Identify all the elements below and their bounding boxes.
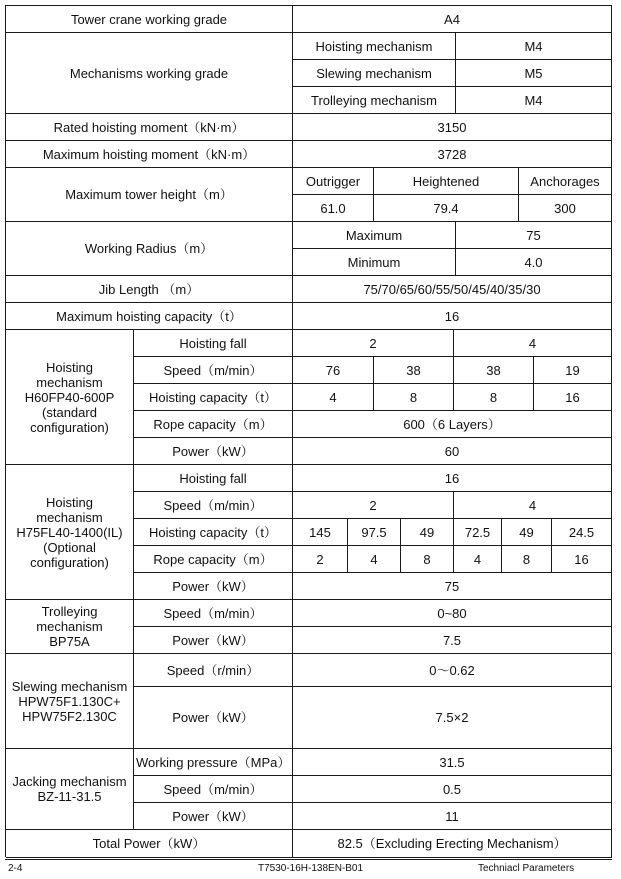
max-moment-value: 3728 [293, 141, 612, 168]
working-grade-label: Tower crane working grade [6, 6, 293, 33]
technical-parameters-table [5, 5, 612, 857]
total-power-label: Total Power（kW） [6, 830, 293, 858]
tower-height-header-outrigger: Outrigger [293, 168, 374, 195]
trolley-power-value: 7.5 [293, 627, 612, 654]
working-grade-value: A4 [293, 6, 612, 33]
hoist-opt-rope-4: 4 [454, 546, 502, 573]
tower-height-heightened: 79.4 [374, 195, 519, 222]
page-number: 2-4 [8, 863, 23, 874]
jack-speed-value: 0.5 [293, 776, 612, 803]
hoist-opt-cap-5: 49 [502, 519, 552, 546]
jib-length-value: 75/70/65/60/55/50/45/40/35/30 [293, 276, 612, 303]
trolleying-grade-value: M4 [456, 87, 612, 114]
hoist-opt-cap-6: 24.5 [552, 519, 612, 546]
radius-max-label: Maximum [293, 222, 456, 249]
jack-speed-label: Speed（m/min） [134, 776, 293, 803]
radius-min-value: 4.0 [456, 249, 612, 276]
jack-power-value: 11 [293, 803, 612, 830]
hoisting-grade-value: M4 [456, 33, 612, 60]
hoist-opt-cap-4: 72.5 [454, 519, 502, 546]
hoist-std-fall-label: Hoisting fall [134, 330, 293, 357]
rated-moment-value: 3150 [293, 114, 612, 141]
trolley-speed-label: Speed（m/min） [134, 600, 293, 627]
hoist-std-label: Hoisting mechanism H60FP40-600P (standard configuration) [6, 330, 134, 465]
jack-pressure-value: 31.5 [293, 749, 612, 776]
slew-power-label: Power（kW） [134, 687, 293, 749]
jib-length-label: Jib Length （m） [6, 276, 293, 303]
hoist-std-rope-value: 600（6 Layers） [293, 411, 612, 438]
slew-power-value: 7.5×2 [293, 687, 612, 749]
slewing-grade-value: M5 [456, 60, 612, 87]
max-capacity-label: Maximum hoisting capacity（t） [6, 303, 293, 330]
hoist-opt-fall-value: 16 [293, 465, 612, 492]
hoist-std-cap-4: 16 [534, 384, 612, 411]
hoist-std-speed-1: 76 [293, 357, 374, 384]
slewing-grade-label: Slewing mechanism [293, 60, 456, 87]
hoist-std-power-value: 60 [293, 438, 612, 465]
hoist-std-fall-1: 2 [293, 330, 454, 357]
section-title: Techniacl Parameters [478, 863, 575, 874]
hoist-std-speed-2: 38 [374, 357, 454, 384]
jack-power-label: Power（kW） [134, 803, 293, 830]
hoist-std-speed-3: 38 [454, 357, 534, 384]
hoist-std-speed-4: 19 [534, 357, 612, 384]
tower-height-label: Maximum tower height（m） [6, 168, 293, 222]
total-power-value: 82.5（Excluding Erecting Mechanism） [293, 830, 612, 858]
hoist-std-cap-1: 4 [293, 384, 374, 411]
radius-label: Working Radius（m） [6, 222, 293, 276]
hoist-opt-rope-3: 8 [401, 546, 454, 573]
rated-moment-label: Rated hoisting moment（kN·m） [6, 114, 293, 141]
hoist-std-cap-label: Hoisting capacity（t） [134, 384, 293, 411]
hoist-std-fall-2: 4 [454, 330, 612, 357]
hoist-opt-rope-1: 2 [293, 546, 348, 573]
hoist-opt-rope-5: 8 [502, 546, 552, 573]
slew-label: Slewing mechanism HPW75F1.130C+ HPW75F2.130C [6, 654, 134, 749]
max-capacity-value: 16 [293, 303, 612, 330]
trolley-speed-value: 0~80 [293, 600, 612, 627]
tower-height-header-anchorages: Anchorages [519, 168, 612, 195]
hoist-opt-cap-1: 145 [293, 519, 348, 546]
max-moment-label: Maximum hoisting moment（kN·m） [6, 141, 293, 168]
hoist-std-power-label: Power（kW） [134, 438, 293, 465]
hoist-opt-speed-label: Speed（m/min） [134, 492, 293, 519]
hoist-opt-speed-1: 2 [293, 492, 454, 519]
hoist-std-rope-label: Rope capacity（m） [134, 411, 293, 438]
hoist-opt-cap-2: 97.5 [348, 519, 401, 546]
jack-pressure-label: Working pressure（MPa） [134, 749, 293, 776]
tower-height-header-heightened: Heightened [374, 168, 519, 195]
tower-height-anchorages: 300 [519, 195, 612, 222]
hoist-opt-power-value: 75 [293, 573, 612, 600]
hoist-opt-label: Hoisting mechanism H75FL40-1400(IL) (Optional configuration) [6, 465, 134, 600]
hoisting-grade-label: Hoisting mechanism [293, 33, 456, 60]
hoist-opt-speed-2: 4 [454, 492, 612, 519]
hoist-opt-cap-label: Hoisting capacity（t） [134, 519, 293, 546]
trolley-power-label: Power（kW） [134, 627, 293, 654]
hoist-opt-power-label: Power（kW） [134, 573, 293, 600]
mech-grade-label: Mechanisms working grade [6, 33, 293, 114]
hoist-std-speed-label: Speed（m/min） [134, 357, 293, 384]
hoist-std-cap-2: 8 [374, 384, 454, 411]
slew-speed-label: Speed（r/min） [134, 654, 293, 687]
footer-rule [5, 859, 612, 860]
tower-height-outrigger: 61.0 [293, 195, 374, 222]
trolleying-grade-label: Trolleying mechanism [293, 87, 456, 114]
slew-speed-value: 0～0.62 [293, 654, 612, 687]
hoist-opt-rope-label: Rope capacity（m） [134, 546, 293, 573]
radius-min-label: Minimum [293, 249, 456, 276]
radius-max-value: 75 [456, 222, 612, 249]
hoist-opt-fall-label: Hoisting fall [134, 465, 293, 492]
document-code: T7530-16H-138EN-B01 [258, 863, 364, 874]
hoist-opt-cap-3: 49 [401, 519, 454, 546]
hoist-std-cap-3: 8 [454, 384, 534, 411]
hoist-opt-rope-6: 16 [552, 546, 612, 573]
jack-label: Jacking mechanism BZ-11-31.5 [6, 749, 134, 830]
hoist-opt-rope-2: 4 [348, 546, 401, 573]
trolley-label: Trolleying mechanism BP75A [6, 600, 134, 654]
